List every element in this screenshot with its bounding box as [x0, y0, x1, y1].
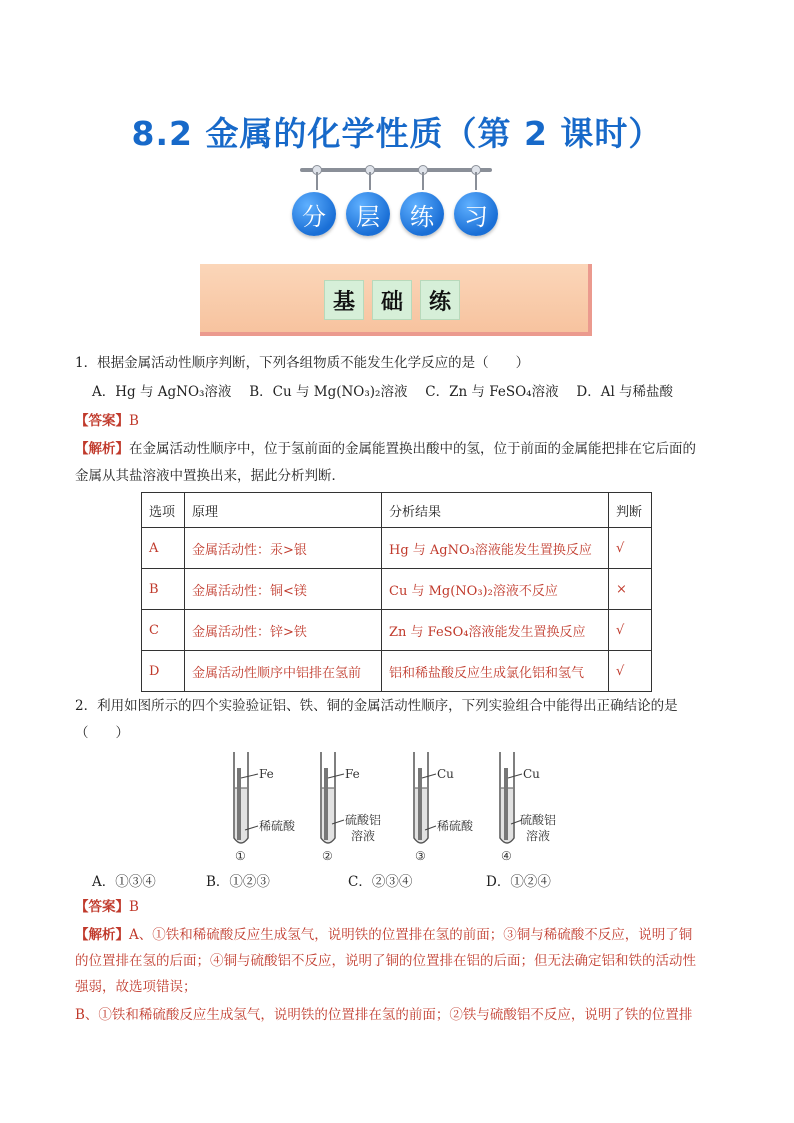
- table-cell: D: [142, 651, 185, 692]
- banner-char-3: 练: [420, 280, 460, 320]
- table-cell: 金属活动性：汞>银: [185, 528, 382, 569]
- tube-metal-label: Cu: [523, 767, 540, 781]
- tube-number: ③: [415, 849, 426, 862]
- q2-analysis-line-4: B、①铁和稀硫酸反应生成氢气，说明铁的位置排在氢的前面；②铁与硫酸铝不反应，说明了铁的位置排: [75, 1007, 693, 1023]
- analysis-text: A、①铁和稀硫酸反应生成氢气，说明铁的位置排在氢的前面；③铜与稀硫酸不反应，说明了铜: [129, 927, 693, 943]
- tube-number: ②: [322, 849, 333, 862]
- table-header-cell: 原理: [185, 493, 382, 528]
- q2-stem-paren: （ ）: [75, 725, 129, 741]
- table-cell: Hg 与 AgNO₃溶液能发生置换反应: [382, 528, 609, 569]
- rail-stem: [369, 172, 371, 190]
- tube-number: ④: [501, 849, 512, 862]
- badge-3: 练: [400, 192, 444, 236]
- decorative-rail: [300, 168, 492, 172]
- test-tube-figure: [220, 746, 580, 862]
- banner-char-1: 基: [324, 280, 364, 320]
- tube-solution-label: 溶液: [526, 829, 551, 843]
- table-row: [142, 569, 652, 610]
- badge-4: 习: [454, 192, 498, 236]
- rail-stem: [316, 172, 318, 190]
- test-tube-3: [414, 752, 474, 862]
- q1-analysis-line-1: [75, 440, 696, 458]
- rail-stem: [422, 172, 424, 190]
- section-badges: [290, 192, 504, 238]
- q1-answer: [75, 412, 139, 430]
- banner-char-2: 础: [372, 280, 412, 320]
- badge-2: 层: [346, 192, 390, 236]
- table-header-cell: 分析结果: [382, 493, 609, 528]
- test-tube-1: [234, 752, 296, 862]
- table-cell: C: [142, 610, 185, 651]
- analysis-label: 【解析】: [75, 441, 129, 457]
- q2-analysis-line-3: 强弱，故选项错误；: [75, 979, 197, 995]
- q2-option-d: D．①②④: [486, 874, 551, 890]
- test-tube-2: [321, 752, 381, 862]
- analysis-table: [141, 492, 652, 692]
- answer-value: B: [129, 899, 139, 915]
- level-banner: [200, 264, 592, 336]
- table-cell: 金属活动性：铜<镁: [185, 569, 382, 610]
- tube-metal-label: Cu: [437, 767, 454, 781]
- table-cell: Zn 与 FeSO₄溶液能发生置换反应: [382, 610, 609, 651]
- q2-option-b: B．①②③: [206, 874, 270, 890]
- answer-label: 【答案】: [75, 413, 129, 429]
- badge-1: 分: [292, 192, 336, 236]
- table-cell: √: [609, 610, 652, 651]
- q1-analysis-line-2: 金属从其盐溶液中置换出来，据此分析判断．: [75, 468, 345, 484]
- tube-solution-label: 溶液: [351, 829, 376, 843]
- table-cell: B: [142, 569, 185, 610]
- page-title: 8.2 金属的化学性质（第 2 课时）: [131, 114, 663, 153]
- tube-solution-label: 稀硫酸: [437, 819, 474, 833]
- q2-analysis-line-1: [75, 926, 692, 944]
- analysis-label: 【解析】: [75, 927, 129, 943]
- answer-label: 【答案】: [75, 899, 129, 915]
- tube-metal-label: Fe: [259, 767, 274, 781]
- table-cell: 金属活动性：锌>铁: [185, 610, 382, 651]
- q2-option-c: C．②③④: [348, 874, 413, 890]
- tube-number: ①: [235, 849, 246, 862]
- q2-answer: [75, 898, 139, 916]
- table-row: [142, 528, 652, 569]
- table-header-row: [142, 493, 652, 528]
- test-tube-4: [500, 752, 556, 862]
- table-cell: Cu 与 Mg(NO₃)₂溶液不反应: [382, 569, 609, 610]
- answer-value: B: [129, 413, 139, 429]
- q1-stem: 1．根据金属活动性顺序判断，下列各组物质不能发生化学反应的是（ ）: [75, 355, 530, 371]
- table-header-cell: 选项: [142, 493, 185, 528]
- rail-stem: [475, 172, 477, 190]
- q2-option-a: A．①③④: [92, 874, 156, 890]
- table-row: [142, 610, 652, 651]
- tube-solution-label: 硫酸铝: [520, 813, 557, 827]
- q2-analysis-line-2: 的位置排在氢的后面；④铜与硫酸铝不反应，说明了铜的位置排在铝的后面；但无法确定铝和铁的活动性: [75, 953, 696, 969]
- tube-metal-label: Fe: [345, 767, 360, 781]
- table-cell: √: [609, 651, 652, 692]
- tube-solution-label: 硫酸铝: [345, 813, 382, 827]
- table-cell: 金属活动性顺序中铝排在氢前: [185, 651, 382, 692]
- table-cell: ×: [609, 569, 652, 610]
- table-cell: A: [142, 528, 185, 569]
- q1-options: A．Hg 与 AgNO₃溶液 B．Cu 与 Mg(NO₃)₂溶液 C．Zn 与 FeSO₄溶液 D．Al 与稀盐酸: [92, 384, 674, 400]
- tube-solution-label: 稀硫酸: [259, 819, 296, 833]
- table-cell: 铝和稀盐酸反应生成氯化铝和氢气: [382, 651, 609, 692]
- q2-stem: 2．利用如图所示的四个实验验证铝、铁、铜的金属活动性顺序，下列实验组合中能得出正确结论的是: [75, 698, 678, 714]
- table-header-cell: 判断: [609, 493, 652, 528]
- table-row: [142, 651, 652, 692]
- table-cell: √: [609, 528, 652, 569]
- analysis-text: 在金属活动性顺序中，位于氢前面的金属能置换出酸中的氢，位于前面的金属能把排在它后面的: [129, 441, 696, 457]
